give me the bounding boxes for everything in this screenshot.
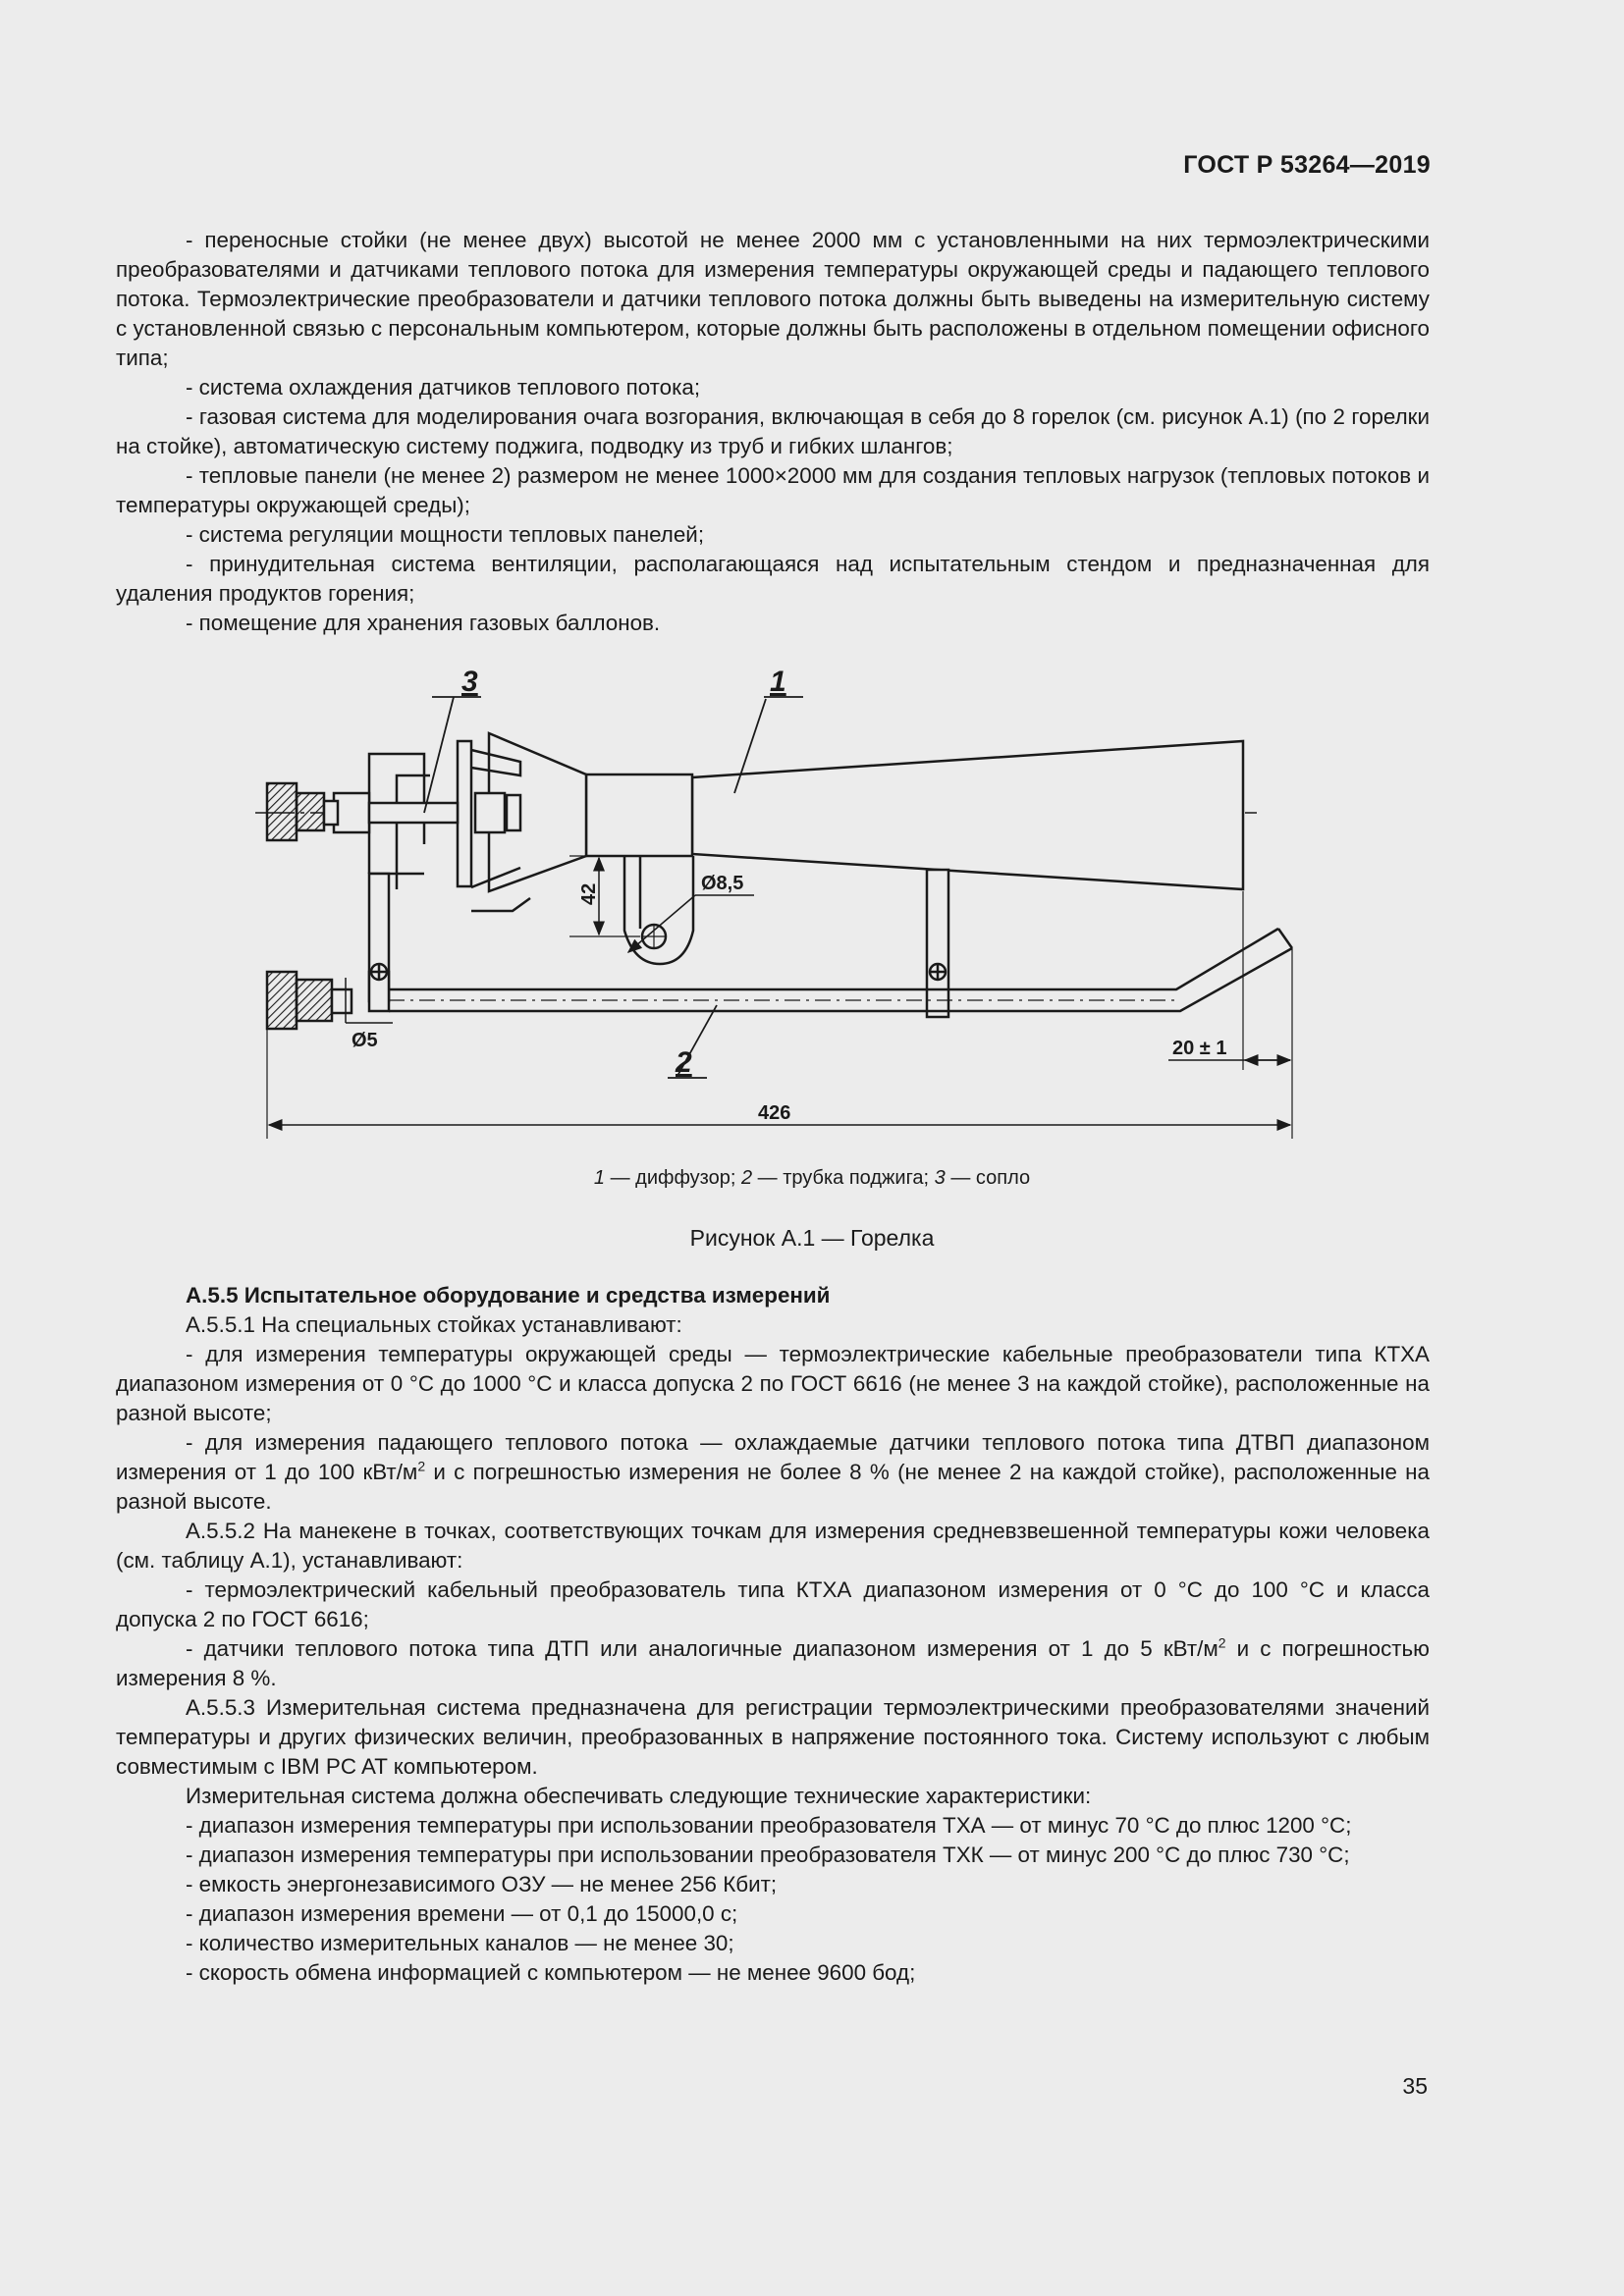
- legend-num-2: 2: [740, 1167, 753, 1189]
- callout-3: 3: [461, 666, 478, 698]
- legend-text-2: — трубка поджига;: [752, 1167, 935, 1189]
- paragraph: А.5.5.2 На манекене в точках, соответствующих точкам для измерения средневзвешенной температуры кожи человека (см. таблицу А.1), устанавливают:: [116, 1519, 1430, 1573]
- superscript: 2: [417, 1458, 426, 1474]
- text-run: - для измерения падающего теплового потока — охлаждаемые датчики теплового потока типа ДТВП диапазоном измерения от 1 до 100 кВт/м: [116, 1430, 1430, 1484]
- legend-text-3: — сопло: [945, 1167, 1031, 1189]
- paragraph: - количество измерительных каналов — не менее 30;: [186, 1931, 734, 1955]
- dimension-426: 426: [758, 1102, 791, 1124]
- paragraph: Измерительная система должна обеспечивать следующие технические характеристики:: [186, 1784, 1092, 1808]
- page-number: 35: [1402, 2073, 1428, 2099]
- text-run: и с погрешностью измерения не более 8 % (не менее 2 на каждой стойке), расположенные на разной высоте.: [116, 1460, 1431, 1514]
- intro-list: [116, 226, 1430, 638]
- list-item: - принудительная система вентиляции, располагающаяся над испытательным стендом и предназначенная для удаления продуктов горения;: [116, 552, 1430, 606]
- paragraph: - скорость обмена информацией с компьютером — не менее 9600 бод;: [186, 1960, 916, 1985]
- paragraph: А.5.5.3 Измерительная система предназначена для регистрации термоэлектрическими преобразователями значений температуры и других физических величин, преобразованных в напряжение постоянного тока. Систему используют с любым совместимым с IBM PC AT компьютером.: [116, 1695, 1430, 1779]
- list-item: - помещение для хранения газовых баллонов.: [186, 611, 661, 635]
- list-item: - тепловые панели (не менее 2) размером не менее 1000×2000 мм для создания тепловых нагрузок (тепловых потоков и температуры окружающей среды);: [116, 463, 1430, 517]
- paragraph: А.5.5.1 На специальных стойках устанавливают:: [186, 1312, 682, 1337]
- list-item: - система охлаждения датчиков теплового потока;: [186, 375, 701, 400]
- text-run: - датчики теплового потока типа ДТП или аналогичные диапазоном измерения от 1 до 5 кВт/м: [186, 1636, 1218, 1661]
- paragraph: - диапазон измерения времени — от 0,1 до 15000,0 с;: [186, 1901, 738, 1926]
- list-item: - переносные стойки (не менее двух) высотой не менее 2000 мм с установленными на них термоэлектрическими преобразователями и датчиками теплового потока для измерения температуры окружающей среды и падающего теплового потока. Термоэлектрические преобразователи и датчики теплового потока должны быть выведены на измерительную систему с установленной связью с персональным компьютером, которые должны быть расположены в отдельном помещении офисного типа;: [116, 228, 1430, 370]
- figure-caption: Рисунок А.1 — Горелка: [689, 1225, 935, 1251]
- dimension-20: 20 ± 1: [1172, 1038, 1227, 1059]
- list-item: - газовая система для моделирования очага возгорания, включающая в себя до 8 горелок (см. рисунок А.1) (по 2 горелки на стойке), автоматическую систему поджига, подводку из труб и гибких шлангов;: [116, 404, 1430, 458]
- dimension-diameter-8-5: Ø8,5: [701, 873, 744, 894]
- document-number: ГОСТ Р 53264—2019: [1183, 151, 1431, 179]
- paragraph: - диапазон измерения температуры при использовании преобразователя ТХК — от минус 200 °С до плюс 730 °С;: [186, 1842, 1350, 1867]
- legend-text-1: — диффузор;: [605, 1167, 741, 1189]
- paragraph: - емкость энергонезависимого ОЗУ — не менее 256 Кбит;: [186, 1872, 778, 1896]
- text-run: и с погрешностью измерения 8 %.: [116, 1636, 1430, 1690]
- dimension-diameter-5: Ø5: [352, 1030, 378, 1051]
- section-heading: А.5.5 Испытательное оборудование и средства измерений: [186, 1283, 831, 1308]
- section-a-5-5: [116, 1281, 1430, 1988]
- burner-technical-drawing: [196, 648, 1414, 1158]
- legend-num-3: 3: [934, 1167, 946, 1189]
- paragraph: - термоэлектрический кабельный преобразователь типа КТХА диапазоном измерения от 0 °С до 100 °С и класса допуска 2 по ГОСТ 6616;: [116, 1577, 1430, 1631]
- dimension-42: 42: [578, 882, 600, 905]
- callout-2: 2: [676, 1046, 692, 1079]
- paragraph: [116, 1428, 1430, 1517]
- paragraph: [116, 1634, 1430, 1693]
- list-item: - система регуляции мощности тепловых панелей;: [186, 522, 705, 547]
- callout-1: 1: [770, 666, 786, 698]
- paragraph: - диапазон измерения температуры при использовании преобразователя ТХА — от минус 70 °С до плюс 1200 °С;: [186, 1813, 1352, 1838]
- paragraph: - для измерения температуры окружающей среды — термоэлектрические кабельные преобразователи типа КТХА диапазоном измерения от 0 °С до 1000 °С и класса допуска 2 по ГОСТ 6616 (не менее 3 на каждой стойке), расположенные на разной высоте;: [116, 1342, 1430, 1425]
- legend-num-1: 1: [593, 1167, 606, 1189]
- superscript: 2: [1218, 1634, 1226, 1651]
- figure-legend: [0, 1167, 1624, 1190]
- burner-drawing: [196, 648, 1414, 1158]
